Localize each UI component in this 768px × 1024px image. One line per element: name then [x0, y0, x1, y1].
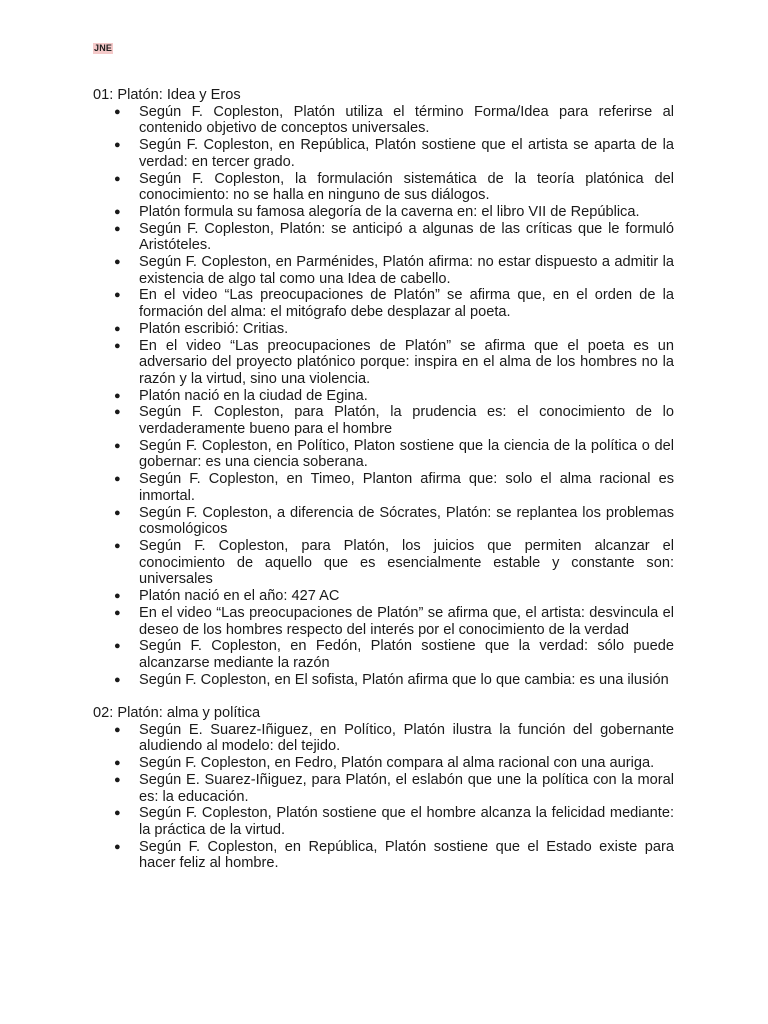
bullet-icon: ● — [114, 506, 121, 519]
list-item — [93, 171, 674, 204]
document-content — [93, 87, 674, 872]
section-platon-idea-eros — [93, 87, 674, 688]
jne-logo: JNE — [94, 43, 113, 53]
list-item-text: Según F. Copleston, para Platón, los juicios que permiten alcanzar el conocimiento de aquello que es esencialmente estable y constante son: universales — [139, 537, 674, 588]
list-item-text: Platón nació en el año: 427 AC — [139, 588, 340, 605]
list-item — [93, 755, 674, 772]
list-item-text: Según F. Copleston, en República, Platón sostiene que el artista se aparta de la verdad: en tercer grado. — [139, 137, 674, 170]
list-item-text: Según F. Copleston, en Fedro, Platón compara al alma racional con una auriga. — [139, 755, 655, 772]
list-item-text: En el video “Las preocupaciones de Platón” se afirma que, en el orden de la formación del alma: el mitógrafo debe desplazar al poeta. — [139, 287, 674, 321]
list-item-text: Según F. Copleston, Platón: se anticipó a algunas de las críticas que le formuló Aristóteles. — [139, 220, 674, 254]
bullet-icon: ● — [114, 139, 121, 152]
list-item-text: Según E. Suarez-Iñiguez, para Platón, el eslabón que une la política con la moral es: la educación. — [139, 771, 674, 805]
section-title: 02: Platón: alma y política — [93, 705, 261, 721]
list-item-text: Platón escribió: Critias. — [139, 320, 289, 337]
bullet-icon: ● — [114, 773, 121, 786]
list-item — [93, 505, 674, 538]
list-item-text: En el video “Las preocupaciones de Platón” se afirma que el poeta es un adversario del proyecto platónico porque: inspira en el alma de los hombres no la razón y la virtud, sino una violencia. — [139, 337, 674, 387]
bullet-icon: ● — [114, 590, 121, 603]
bullet-icon: ● — [114, 256, 121, 269]
bullet-icon: ● — [114, 673, 121, 686]
list-item — [93, 672, 674, 689]
bullet-icon: ● — [114, 473, 121, 486]
bullet-icon: ● — [114, 640, 121, 653]
bullet-icon: ● — [114, 757, 121, 770]
list-item — [93, 605, 674, 638]
list-item-text: Platón formula su famosa alegoría de la caverna en: el libro VII de República. — [139, 203, 640, 220]
list-item-text: Según F. Copleston, en Parménides, Platón afirma: no estar dispuesto a admitir la existencia de algo tal como una Idea de cabello. — [139, 254, 674, 287]
list-item-text: Según F. Copleston, Platón sostiene que el hombre alcanza la felicidad mediante: la práctica de la virtud. — [139, 805, 674, 838]
list-item-text: Según F. Copleston, en El sofista, Platón afirma que lo que cambia: es una ilusión — [139, 671, 669, 688]
list-item — [93, 404, 674, 437]
list-item — [93, 388, 674, 405]
bullet-icon: ● — [114, 105, 121, 118]
bullet-icon: ● — [114, 222, 121, 235]
section-platon-alma-politica — [93, 705, 674, 872]
list-item — [93, 538, 674, 588]
bullet-icon: ● — [114, 289, 121, 302]
bullet-icon: ● — [114, 606, 121, 619]
list-item-text: Según F. Copleston, en Político, Platon sostiene que la ciencia de la política o del gobernar: es una ciencia soberana. — [139, 437, 674, 471]
list-item — [93, 338, 674, 388]
list-item-text: Según F. Copleston, Platón utiliza el término Forma/Idea para referirse al contenido objetivo de conceptos universales. — [139, 103, 674, 137]
bullet-icon: ● — [114, 339, 121, 352]
list-item — [93, 722, 674, 755]
list-item — [93, 321, 674, 338]
list-item — [93, 104, 674, 137]
list-item-text: Según F. Copleston, en Fedón, Platón sostiene que la verdad: sólo puede alcanzarse mediante la razón — [139, 638, 674, 671]
list-item — [93, 254, 674, 287]
bullet-icon: ● — [114, 406, 121, 419]
list-item — [93, 221, 674, 254]
list-item-text: Platón nació en la ciudad de Egina. — [139, 387, 368, 404]
list-item — [93, 638, 674, 671]
list-item — [93, 287, 674, 320]
list-item — [93, 204, 674, 221]
list-item — [93, 805, 674, 838]
bullet-list — [93, 104, 674, 689]
list-item — [93, 588, 674, 605]
list-item — [93, 137, 674, 170]
list-item — [93, 438, 674, 471]
bullet-icon: ● — [114, 723, 121, 736]
list-item-text: Según F. Copleston, en República, Platón sostiene que el Estado existe para hacer feliz al hombre. — [139, 838, 674, 872]
bullet-icon: ● — [114, 172, 121, 185]
bullet-icon: ● — [114, 205, 121, 218]
list-item — [93, 772, 674, 805]
list-item-text: En el video “Las preocupaciones de Platón” se afirma que, el artista: desvincula el deseo de los hombres respecto del interés por el conocimiento de la verdad — [139, 604, 674, 638]
bullet-icon: ● — [114, 322, 121, 335]
bullet-icon: ● — [114, 539, 121, 552]
bullet-icon: ● — [114, 807, 121, 820]
bullet-list — [93, 722, 674, 872]
bullet-icon: ● — [114, 389, 121, 402]
list-item-text: Según F. Copleston, en Timeo, Planton afirma que: solo el alma racional es inmortal. — [139, 471, 674, 504]
list-item — [93, 471, 674, 504]
section-title: 01: Platón: Idea y Eros — [93, 87, 241, 103]
list-item-text: Según F. Copleston, para Platón, la prudencia es: el conocimiento de lo verdaderamente bueno para el hombre — [139, 404, 674, 438]
bullet-icon: ● — [114, 439, 121, 452]
list-item-text: Según F. Copleston, a diferencia de Sócrates, Platón: se replantea los problemas cosmológicos — [139, 504, 674, 538]
bullet-icon: ● — [114, 840, 121, 853]
list-item — [93, 839, 674, 872]
list-item-text: Según E. Suarez-Iñiguez, en Político, Platón ilustra la función del gobernante aludiendo al modelo: del tejido. — [139, 721, 674, 755]
list-item-text: Según F. Copleston, la formulación sistemática de la teoría platónica del conocimiento: no se halla en ninguno de sus diálogos. — [139, 170, 674, 204]
